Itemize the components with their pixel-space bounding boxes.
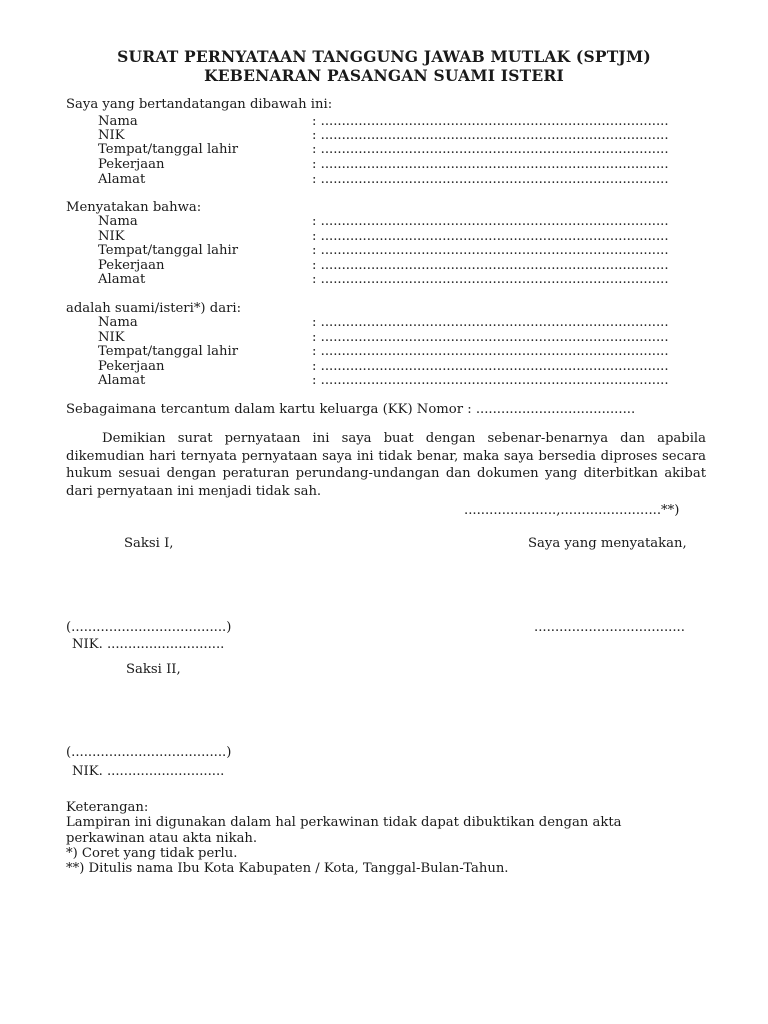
section2-field-alamat: : ................................................................................... bbox=[312, 272, 669, 287]
section2-field-nama: : ................................................................................... bbox=[312, 214, 669, 229]
section2-field-nik: : ................................................................................... bbox=[312, 229, 669, 244]
section3-label-pekerjaan: Pekerjaan bbox=[98, 359, 165, 374]
section3-label-nik: NIK bbox=[98, 330, 125, 345]
section1-label-pekerjaan: Pekerjaan bbox=[98, 157, 165, 172]
section2-label-nik: NIK bbox=[98, 229, 125, 244]
section1-field-nama: : ................................................................................... bbox=[312, 114, 669, 129]
section3-field-alamat: : ................................................................................... bbox=[312, 373, 669, 388]
section3-label-ttl: Tempat/tanggal lahir bbox=[98, 344, 239, 359]
notes-heading: Keterangan: bbox=[66, 800, 149, 815]
section2-field-pekerjaan: : ................................................................................... bbox=[312, 258, 669, 273]
section2-label-ttl: Tempat/tanggal lahir bbox=[98, 243, 239, 258]
saksi2-signature-line: (.....................................) bbox=[66, 745, 232, 760]
notes-line-1: Lampiran ini digunakan dalam hal perkawinan tidak dapat dibuktikan dengan akta bbox=[66, 815, 622, 830]
section3-label-nama: Nama bbox=[98, 315, 138, 330]
statement-paragraph: Demikian surat pernyataan ini saya buat dengan sebenar-benarnya dan apabila dikemudian hari ternyata pernyataan saya ini tidak benar, maka saya bersedia diproses secara hukum sesuai dengan peraturan perundang-undangan dan dokumen yang diterbitkan akibat dari pernyataan ini menjadi tidak sah. bbox=[66, 431, 706, 499]
section3-field-nama: : ................................................................................... bbox=[312, 315, 669, 330]
section1-field-pekerjaan: : ................................................................................... bbox=[312, 157, 669, 172]
section1-field-ttl: : ................................................................................... bbox=[312, 142, 669, 157]
section1-field-nik: : ................................................................................... bbox=[312, 128, 669, 143]
section1-label-nik: NIK bbox=[98, 128, 125, 143]
section1-label-alamat: Alamat bbox=[98, 172, 146, 187]
saksi2-nik-line: NIK. ............................ bbox=[72, 764, 225, 779]
section2-label-pekerjaan: Pekerjaan bbox=[98, 258, 165, 273]
section3-field-ttl: : ................................................................................... bbox=[312, 344, 669, 359]
document-title-line1: SURAT PERNYATAAN TANGGUNG JAWAB MUTLAK (SPTJM) bbox=[117, 47, 651, 66]
section1-field-alamat: : ................................................................................... bbox=[312, 172, 669, 187]
saksi1-signature-line: (.....................................) bbox=[66, 620, 232, 635]
saksi1-label: Saksi I, bbox=[124, 536, 174, 551]
document-title-line2: KEBENARAN PASANGAN SUAMI ISTERI bbox=[204, 66, 564, 85]
section3-field-pekerjaan: : ................................................................................... bbox=[312, 359, 669, 374]
section1-label-ttl: Tempat/tanggal lahir bbox=[98, 142, 239, 157]
section3-heading: adalah suami/isteri*) dari: bbox=[66, 301, 242, 316]
section1-label-nama: Nama bbox=[98, 114, 138, 129]
section2-heading: Menyatakan bahwa: bbox=[66, 200, 202, 215]
declarant-label: Saya yang menyatakan, bbox=[528, 536, 687, 551]
place-date-line: ......................,........................**) bbox=[464, 503, 680, 518]
section2-label-alamat: Alamat bbox=[98, 272, 146, 287]
section3-label-alamat: Alamat bbox=[98, 373, 146, 388]
section2-field-ttl: : ................................................................................... bbox=[312, 243, 669, 258]
section2-label-nama: Nama bbox=[98, 214, 138, 229]
notes-line-4: **) Ditulis nama Ibu Kota Kabupaten / Kota, Tanggal-Bulan-Tahun. bbox=[66, 861, 509, 876]
section3-field-nik: : ................................................................................... bbox=[312, 330, 669, 345]
notes-line-3: *) Coret yang tidak perlu. bbox=[66, 846, 238, 861]
kk-number-line: Sebagaimana tercantum dalam kartu keluarga (KK) Nomor : ...................................... bbox=[66, 402, 636, 417]
section1-heading: Saya yang bertandatangan dibawah ini: bbox=[66, 97, 333, 112]
notes-line-2: perkawinan atau akta nikah. bbox=[66, 831, 258, 846]
saksi1-nik-line: NIK. ............................ bbox=[72, 637, 225, 652]
saksi2-label: Saksi II, bbox=[126, 662, 181, 677]
declarant-signature-line: .................................... bbox=[534, 620, 685, 635]
